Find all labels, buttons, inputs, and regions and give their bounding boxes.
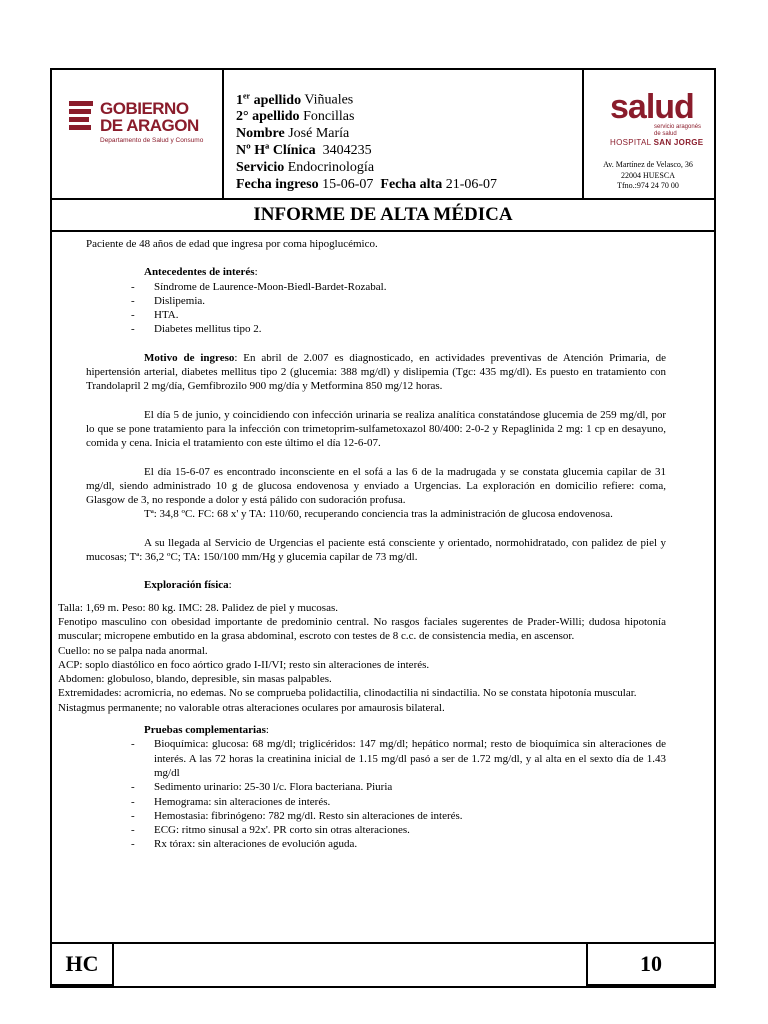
prueba-item: - Sedimento urinario: 25-30 l/c. Flora bacteriana. Piuria xyxy=(86,780,666,794)
logo-line1: GOBIERNO xyxy=(100,99,189,118)
report-title: INFORME DE ALTA MÉDICA xyxy=(50,198,716,232)
nombre-value: José María xyxy=(288,126,350,142)
motivo-paragraph: Motivo de ingreso: En abril de 2.007 es diagnosticado, en actividades preventivas de Atención Primaria, de hipertensión arterial, diabetes mellitus tipo 2 (glucemia: 388 mg/dl) y dislipemia (Tgc: 435 mg/dl). Es puesto en tratamiento con Trandolapril 2 mg/día, Gemfibrozilo 900 mg/día y Metformina 850 mg/12 horas. xyxy=(86,351,666,393)
fecha-ingreso-value: 15-06-07 xyxy=(322,176,374,192)
fecha-alta-value: 21-06-07 xyxy=(445,176,498,192)
gobierno-aragon-logo xyxy=(52,70,224,198)
salud-hospital-logo xyxy=(582,70,714,198)
intro-paragraph: Paciente de 48 años de edad que ingresa por coma hipoglucémico. xyxy=(86,238,378,250)
prueba-item: - Hemograma: sin alteraciones de interés. xyxy=(86,795,666,809)
motivo-heading: Motivo de ingreso xyxy=(144,351,235,364)
fechas-row: Fecha ingreso 15-06-07 Fecha alta 21-06-07 xyxy=(236,176,498,192)
patient-info xyxy=(222,70,584,198)
apellido2-row: 2° apellido Foncillas xyxy=(236,109,355,125)
page-number: 10 xyxy=(586,942,716,986)
dia15-paragraph: El día 15-6-07 es encontrado inconsciente en el sofá a las 6 de la madrugada y se constata glucemia capilar de 31 mg/dl, siendo administrado 10 g de glucosa endovenosa y enviado a Urgencias. La exploración en domicilio refiere: coma, Glasgow de 3, no responde a dolor y está pálido con sudoración profusa. xyxy=(86,465,666,507)
salud-subtitle: servicio aragonés de salud xyxy=(654,124,702,137)
antecedente-item: - HTA. xyxy=(86,308,666,322)
report-body: Paciente de 48 años de edad que ingresa por coma hipoglucémico. Antecedentes de interés: - Síndrome de Laurence-Moon-Biedl-Bardet-Rozabal. - Dislipemia. - HTA. - Diabetes mellitus tipo 2. Motivo de ingreso: En abril de 2.007 es diagnosticado, en actividades preventivas de Atención Primaria, de hipertensión arterial, diabetes mellitus tipo 2 (glucemia: 388 mg/dl) y dislipemia (Tgc: 435 mg/dl). Es puesto en tratamiento con Trandolapril 2 mg/día, Gemfibrozilo 900 mg/día y Metformina 850 mg/12 horas. El día 5 de junio, y coincidiendo con infección urinaria se realiza analítica constatándose glucemia de 259 mg/dl, por lo que se pone tratamiento para la infección con trimetoprim-sulfametoxazol 80/400: 2-0-2 y Repaglinida 2 mg: 1 cp en desayuno, comida y cena. Inicia el tratamiento con este último el día 12-6-07. El día 15-6-07 es encontrado inconsciente en el sofá a las 6 de la madrugada y se constata glucemia capilar de 31 mg/dl, siendo administrado 10 g de glucosa endovenosa y enviado a Urgencias. La exploración en domicilio refiere: coma, Glasgow de 3, no responde a dolor y está pálido con sudoración profusa. Tª: 34,8 ºC. FC: 68 x' y TA: 110/60, recuperando conciencia tras la administración de glucosa endovenosa. A su llegada al Servicio de Urgencias el paciente está consciente y orientado, normohidratado, con palidez de piel y mucosas; Tª: 36,2 ºC; TA: 150/100 mm/Hg y glucemia capilar de 73 mg/dl. Exploración física: Talla: 1,69 m. Peso: 80 kg. IMC: 28. Palidez de piel y mucosas. Fenotipo masculino con obesidad importante de predominio central. No rasgos faciales sugerentes de Prader-Willi; dudosa hipotonía muscular; micropene embutido en la grasa abdominal, escroto con testes de 8 c.c. de consistencia media, en ascensor. Cuello: no se palpa nada anormal. ACP: soplo diastólico en foco aórtico grado I-II/VI; resto sin alteraciones de interés. Abdomen: globuloso, blando, depresible, sin masas palpables. Extremidades: acromicria, no edemas. No se comprueba polidactilia, clinodactilia ni sindactilia. No se constata hipotonía muscular. Nistagmus permanente; no valorable otras alteraciones oculares por amaurosis bilateral. Pruebas complementarias: - Bioquímica: glucosa: 68 mg/dl; triglicéridos: 147 mg/dl; hepático normal; resto de bioquímica sin alteraciones de interés. A las 72 horas la creatinina inicial de 1.15 mg/dl pasó a ser de 1.72 mg/dl, y al alta en el sexto día de 1.43 mg/dl - Sedimento urinario: 25-30 l/c. Flora bacteriana. Piuria - Hemograma: sin alteraciones de interés. - Hemostasia: fibrinógeno: 782 mg/dl. Resto sin alteraciones de interés. - ECG: ritmo sinusal a 92x'. PR corto sin otras alteraciones. - Rx tórax: sin alteraciones de evolución aguda. xyxy=(86,237,666,852)
clinica-row: Nº Hª Clínica 3404235 xyxy=(236,143,372,159)
gobierno-aragon-emblem-icon xyxy=(69,101,97,135)
antecedente-item: - Síndrome de Laurence-Moon-Biedl-Bardet-Rozabal. xyxy=(86,280,666,294)
prueba-item: - Bioquímica: glucosa: 68 mg/dl; triglicéridos: 147 mg/dl; hepático normal; resto de bioquímica sin alteraciones de interés. A las 72 horas la creatinina inicial de 1.15 mg/dl pasó a ser de 1.72 mg/dl, y al alta en el sexto día de 1.43 mg/dl xyxy=(86,737,666,780)
logo-department: Departamento de Salud y Consumo xyxy=(100,137,204,144)
exploracion-item: Extremidades: acromicria, no edemas. No se comprueba polidactilia, clinodactilia ni sindactilia. No se constata hipotonía muscular. xyxy=(58,687,637,700)
exploracion-item: Cuello: no se palpa nada anormal. xyxy=(58,644,208,657)
hospital-name: HOSPITAL SAN JORGE xyxy=(610,138,704,147)
prueba-item: - Rx tórax: sin alteraciones de evolución aguda. xyxy=(86,837,666,851)
pruebas-list xyxy=(86,737,666,851)
exploracion-item: Nistagmus permanente; no valorable otras alteraciones oculares por amaurosis bilateral. xyxy=(58,701,445,714)
antecedente-item: - Dislipemia. xyxy=(86,294,666,308)
prueba-item: - ECG: ritmo sinusal a 92x'. PR corto sin otras alteraciones. xyxy=(86,823,666,837)
antecedentes-list xyxy=(86,280,666,337)
footer-hc-label: HC xyxy=(50,942,114,986)
servicio-value: Endocrinología xyxy=(287,159,375,175)
constantes-paragraph: Tª: 34,8 ºC. FC: 68 x' y TA: 110/60, recuperando conciencia tras la administración de glucosa endovenosa. xyxy=(144,508,613,521)
pruebas-heading: Pruebas complementarias xyxy=(144,724,266,737)
document-header xyxy=(50,68,716,200)
exploracion-item: Abdomen: globuloso, blando, depresible, sin masas palpables. xyxy=(58,673,332,686)
exploracion-item: Talla: 1,69 m. Peso: 80 kg. IMC: 28. Palidez de piel y mucosas. xyxy=(58,601,339,614)
apellido1-value: Viñuales xyxy=(304,92,354,108)
hospital-address: Av. Martínez de Velasco, 36 22004 HUESCA Tfno.:974 24 70 00 xyxy=(603,160,693,190)
urgencias-paragraph: A su llegada al Servicio de Urgencias el paciente está consciente y orientado, normohidratado, con palidez de piel y mucosas; Tª: 36,2 ºC; TA: 150/100 mm/Hg y glucemia capilar de 73 mg/dl. xyxy=(86,536,666,564)
apellido1-row: 1er apellido Viñuales xyxy=(236,91,354,108)
nombre-row: Nombre José María xyxy=(236,126,350,142)
exploracion-list xyxy=(58,601,666,715)
prueba-item: - Hemostasia: fibrinógeno: 782 mg/dl. Resto sin alteraciones de interés. xyxy=(86,809,666,823)
apellido2-value: Foncillas xyxy=(303,109,355,125)
gobierno-aragon-wordmark xyxy=(100,100,199,134)
footer-divider xyxy=(114,942,586,944)
exploracion-heading: Exploración física xyxy=(144,579,229,592)
salud-wordmark: salud xyxy=(610,88,694,126)
exploracion-item: ACP: soplo diastólico en foco aórtico grado I-II/VI; resto sin alteraciones de interés. xyxy=(58,658,430,671)
antecedente-item: - Diabetes mellitus tipo 2. xyxy=(86,322,666,336)
antecedentes-heading: Antecedentes de interés xyxy=(144,266,255,279)
clinica-value: 3404235 xyxy=(322,143,372,159)
servicio-row: Servicio Endocrinología xyxy=(236,159,375,175)
exploracion-item: Fenotipo masculino con obesidad importante de predominio central. No rasgos faciales sugerentes de Prader-Willi; dudosa hipotonía muscular; micropene embutido en la grasa abdominal, escroto con testes de 8 c.c. de consistencia media, en ascensor. xyxy=(58,615,666,643)
junio-paragraph: El día 5 de junio, y coincidiendo con infección urinaria se realiza analítica constatándose glucemia de 259 mg/dl, por lo que se pone tratamiento para la infección con trimetoprim-sulfametoxazol 80/400: 2-0-2 y Repaglinida 2 mg: 1 cp en desayuno, comida y cena. Inicia el tratamiento con este último el día 12-6-07. xyxy=(86,408,666,450)
logo-line2: DE ARAGON xyxy=(100,116,199,135)
